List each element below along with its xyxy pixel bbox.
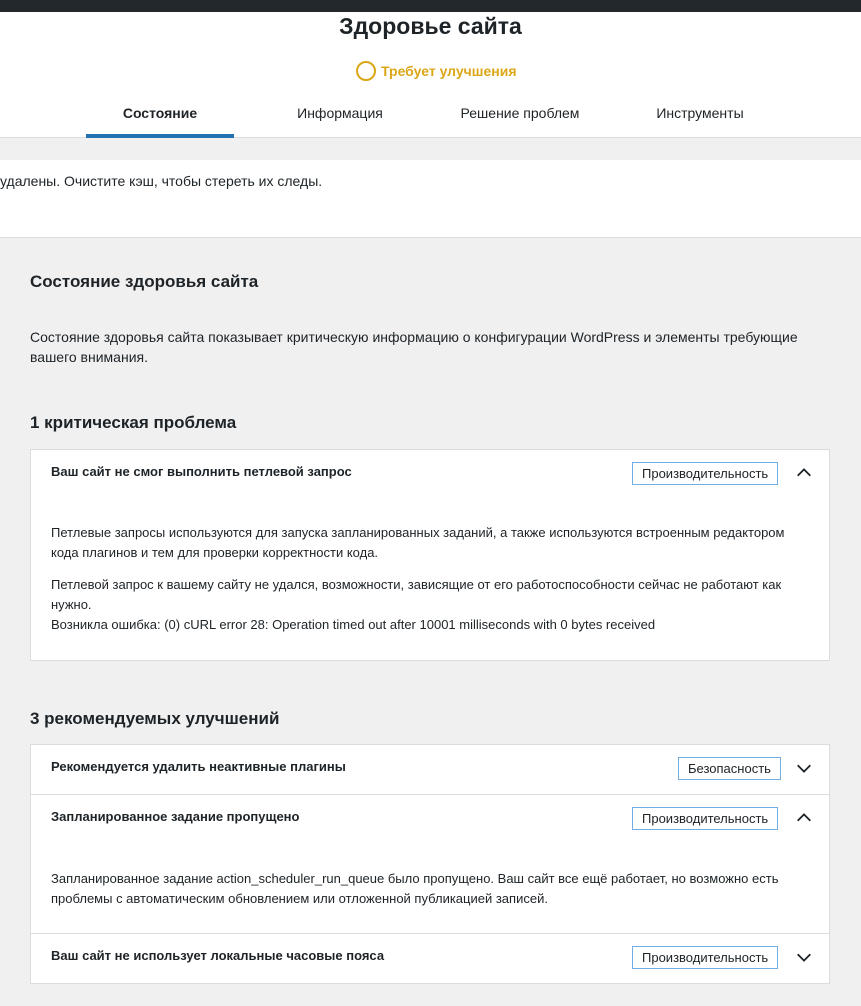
issue-badge: Производительность <box>632 807 778 830</box>
issue-item <box>31 450 829 660</box>
issue-description-p2: Петлевой запрос к вашему сайту не удался, возможности, зависящие от его работоспособности сейчас не работают как нужно. <box>51 577 782 612</box>
chevron-up-icon[interactable] <box>795 809 813 827</box>
tab-nav <box>0 97 861 138</box>
issue-title[interactable]: Ваш сайт не использует локальные часовые пояса <box>51 948 385 963</box>
tab-troubleshooting[interactable]: Решение проблем <box>460 105 580 121</box>
notice-text: удалены. Очистите кэш, чтобы стереть их следы. <box>0 173 323 189</box>
admin-top-bar <box>0 0 861 12</box>
issue-description <box>51 869 791 921</box>
site-health-header <box>0 12 861 138</box>
tab-info[interactable]: Информация <box>297 105 383 121</box>
critical-issues-title: 1 критическая проблема <box>30 413 237 432</box>
issue-error-text: Возникла ошибка: (0) cURL error 28: Operation timed out after 10001 milliseconds with 0 bytes received <box>51 617 656 632</box>
issue-title[interactable]: Запланированное задание пропущено <box>51 809 300 824</box>
section-description: Состояние здоровья сайта показывает критическую информацию о конфигурации WordPress и элементы требующие вашего внимания. <box>30 329 798 365</box>
issue-title[interactable]: Рекомендуется удалить неактивные плагины <box>51 759 346 774</box>
issue-item <box>31 745 829 795</box>
chevron-up-icon[interactable] <box>795 464 813 482</box>
issue-badge: Производительность <box>632 462 778 485</box>
tab-tools[interactable]: Инструменты <box>656 105 744 121</box>
page-title: Здоровье сайта <box>339 13 522 39</box>
issue-title[interactable]: Ваш сайт не смог выполнить петлевой запрос <box>51 464 352 479</box>
tab-status[interactable]: Состояние <box>86 97 234 138</box>
issue-item <box>31 934 829 983</box>
health-status <box>356 60 517 82</box>
status-label: Требует улучшения <box>381 63 517 79</box>
recommended-issues-title: 3 рекомендуемых улучшений <box>30 709 280 728</box>
critical-issues-list <box>30 449 830 661</box>
issue-item <box>31 795 829 934</box>
issue-description <box>51 523 791 647</box>
issue-description-p1: Запланированное задание action_scheduler_run_queue было пропущено. Ваш сайт все ещё работает, но возможно есть проблемы с автоматическим обновлением или отложенной публикацией записей. <box>51 871 779 906</box>
issue-badge: Безопасность <box>678 757 781 780</box>
chevron-down-icon[interactable] <box>795 948 813 966</box>
issue-badge: Производительность <box>632 946 778 969</box>
chevron-down-icon[interactable] <box>795 759 813 777</box>
cache-notice <box>0 160 861 238</box>
issue-description-p1: Петлевые запросы используются для запуска запланированных заданий, а также используются встроенным редактором кода плагинов и тем для проверки корректности кода. <box>51 525 785 560</box>
section-title: Состояние здоровья сайта <box>30 272 259 291</box>
recommended-issues-list <box>30 744 830 984</box>
status-circle-icon <box>356 61 376 81</box>
